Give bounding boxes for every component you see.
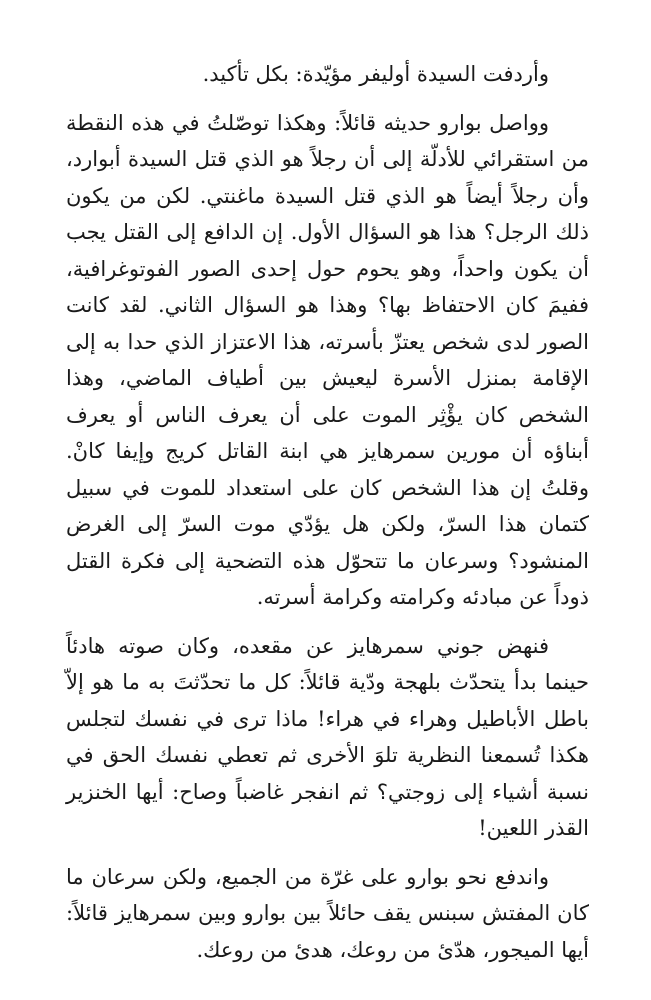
- paragraph-4: واندفع نحو بوارو على غرّة من الجميع، ولكن سرعان ما كان المفتش سبنس يقف حائلاً بين بوارو وبين سمرهايز قائلاً: أيها الميجور، هدّئ من روعك، هدئ من روعك.: [66, 864, 590, 962]
- paragraph-3: فنهض جوني سمرهايز عن مقعده، وكان صوته هادئاً حينما بدأ يتحدّث بلهجة ودّية قائلاً: كل ما تحدّثتَ به ما هو إلاّ باطل الأباطيل وهراء في هراء! ماذا ترى في نفسك لتجلس هكذا تُسمعنا النظرية تلوَ الأخرى ثم تعطي نفسك الحق في نسبة أشياء إلى زوجتي؟ ثم انفجر غاضباً وصاح: أيها الخنزير القذر اللعين!: [66, 633, 589, 840]
- paragraph-2: وواصل بوارو حديثه قائلاً: وهكذا توصّلتُ في هذه النقطة من استقرائي للأدلّة إلى أن رجلاً هو الذي قتل السيدة أبوارد، وأن رجلاً أيضاً هو الذي قتل السيدة ماغنتي. لكن من يكون ذلك الرجل؟ هذا هو السؤال الأول. إن الدافع إلى القتل يجب أن يكون واحداً، وهو يحوم حول إحدى الصور الفوتوغرافية، ففيمَ كان الاحتفاظ بها؟ وهذا هو السؤال الثاني. لقد كانت الصور لدى شخص يعتزّ بأسرته، هذا الاعتزاز الذي حدا به إلى الإقامة بمنزل الأسرة ليعيش بين أطياف الماضي، وهذا الشخص كان يؤْثِر الموت على أن يعرف الناس أو يعرف أبناؤه أن مورين سمرهايز هي ابنة القاتل كريج وإيفا كانْ. وقلتُ إن هذا الشخص كان على استعداد للموت في سبيل كتمان هذا السرّ، ولكن هل يؤدّي موت السرّ إلى الغرض المنشود؟ وسرعان ما تتحوّل هذه التضحية إلى فكرة القتل ذوداً عن مبادئه وكرامته وكرامة أسرته.: [66, 110, 589, 609]
- paragraph-1: وأردفت السيدة أوليفر مؤيّدة: بكل تأكيد.: [202, 62, 549, 86]
